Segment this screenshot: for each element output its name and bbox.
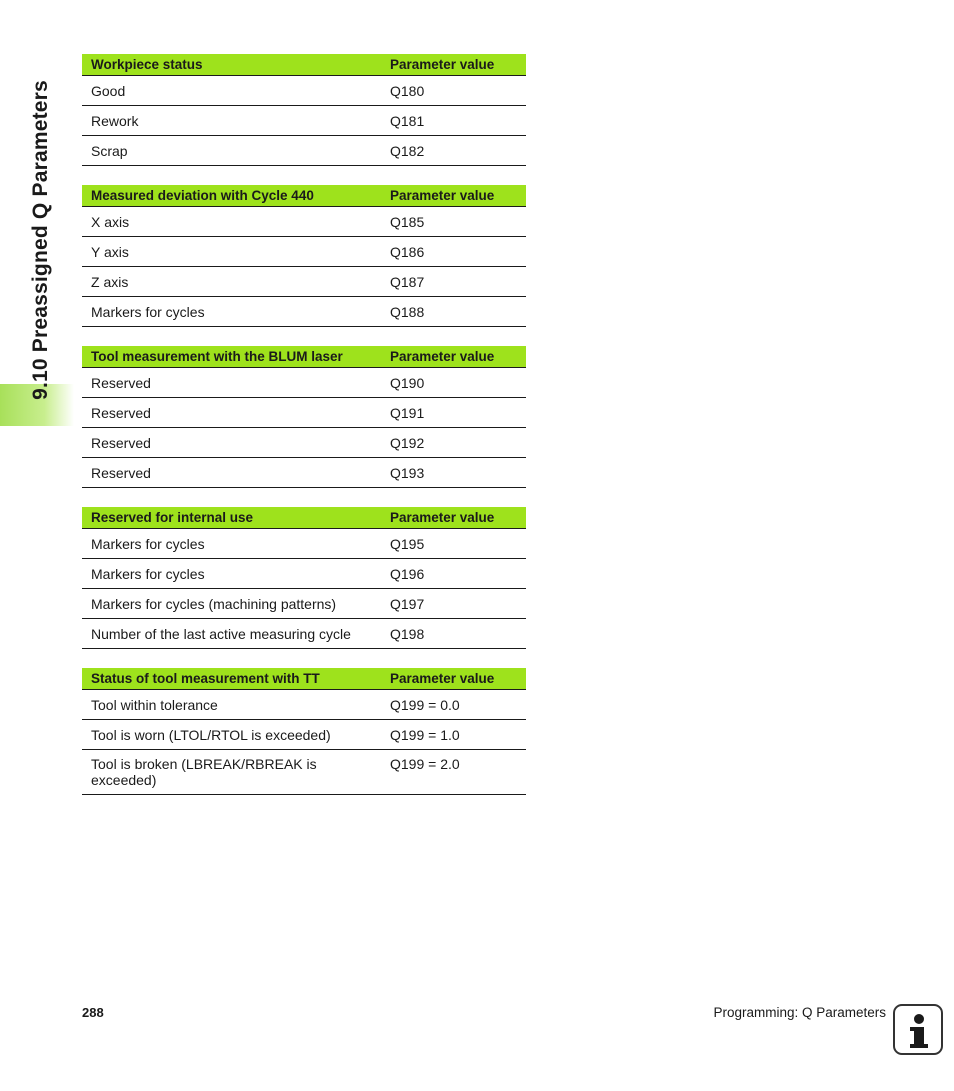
table-cell: Markers for cycles [82,529,381,559]
column-header: Measured deviation with Cycle 440 [82,185,381,207]
parameter-tables [82,54,526,814]
table-cell: Reserved [82,458,381,488]
table-header-row [82,346,526,368]
table-cell: Markers for cycles [82,559,381,589]
table-cell: Q192 [381,428,526,458]
table-header-row [82,185,526,207]
table-cell: Tool within tolerance [82,690,381,720]
table-cell: Q181 [381,106,526,136]
table-cell: Good [82,76,381,106]
info-icon [893,1004,943,1055]
table-cell: Q197 [381,589,526,619]
table-row [82,237,526,267]
table-header-row [82,668,526,690]
table-cell: Q182 [381,136,526,166]
table-cell: Scrap [82,136,381,166]
table-row [82,559,526,589]
table-cell: Reserved [82,398,381,428]
page-number: 288 [82,1005,104,1020]
column-header: Workpiece status [82,54,381,76]
table-row [82,428,526,458]
column-header: Parameter value [381,185,526,207]
table-row [82,267,526,297]
internal-use-table [82,507,526,649]
table-cell: Z axis [82,267,381,297]
table-row [82,690,526,720]
table-cell: Q199 = 0.0 [381,690,526,720]
column-header: Tool measurement with the BLUM laser [82,346,381,368]
table-row [82,750,526,795]
table-cell: Reserved [82,368,381,398]
table-cell: Markers for cycles [82,297,381,327]
table-cell: Q180 [381,76,526,106]
table-row [82,106,526,136]
table-row [82,76,526,106]
table-cell: X axis [82,207,381,237]
table-row [82,589,526,619]
table-cell: Tool is worn (LTOL/RTOL is exceeded) [82,720,381,750]
table-header-row [82,54,526,76]
blum-laser-table [82,346,526,488]
table-cell: Reserved [82,428,381,458]
table-cell: Q199 = 2.0 [381,750,526,795]
table-cell: Q186 [381,237,526,267]
info-glyph-icon [895,1006,941,1053]
table-row [82,398,526,428]
table-cell: Markers for cycles (machining patterns) [82,589,381,619]
table-cell: Tool is broken (LBREAK/RBREAK is exceeded) [82,750,381,795]
chapter-title: Programming: Q Parameters [713,1005,886,1020]
table-cell: Number of the last active measuring cycle [82,619,381,649]
table-cell: Q199 = 1.0 [381,720,526,750]
column-header: Parameter value [381,507,526,529]
tt-measurement-table [82,668,526,795]
table-row [82,619,526,649]
column-header: Status of tool measurement with TT [82,668,381,690]
table-row [82,720,526,750]
table-cell: Rework [82,106,381,136]
workpiece-status-table [82,54,526,166]
column-header: Parameter value [381,54,526,76]
column-header: Parameter value [381,668,526,690]
table-cell: Q188 [381,297,526,327]
table-cell: Q193 [381,458,526,488]
table-cell: Q191 [381,398,526,428]
table-header-row [82,507,526,529]
table-cell: Q187 [381,267,526,297]
table-cell: Q196 [381,559,526,589]
table-row [82,136,526,166]
table-cell: Q195 [381,529,526,559]
table-cell: Q190 [381,368,526,398]
column-header: Parameter value [381,346,526,368]
table-cell: Q198 [381,619,526,649]
table-row [82,529,526,559]
column-header: Reserved for internal use [82,507,381,529]
measured-deviation-table [82,185,526,327]
table-cell: Q185 [381,207,526,237]
table-row [82,458,526,488]
table-row [82,207,526,237]
table-cell: Y axis [82,237,381,267]
section-title: 9.10 Preassigned Q Parameters [29,80,52,400]
table-row [82,297,526,327]
table-row [82,368,526,398]
